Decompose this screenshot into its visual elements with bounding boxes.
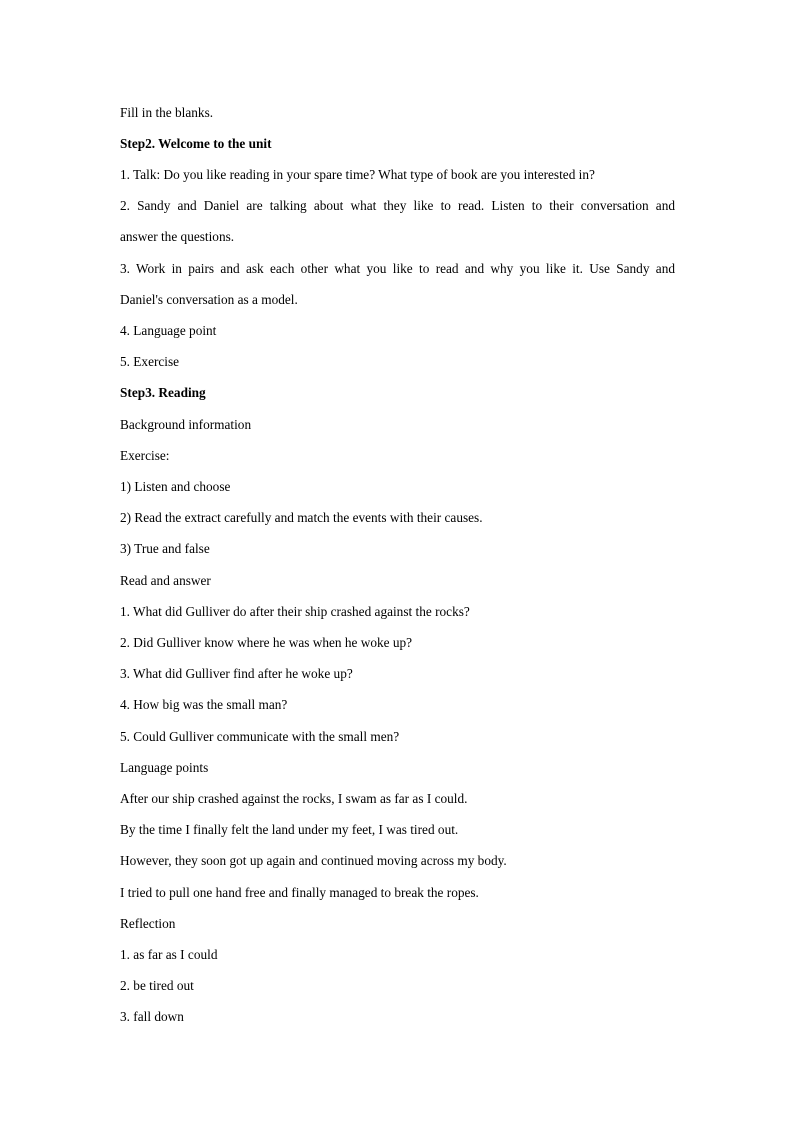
instruction-text: Fill in the blanks. [120,105,214,120]
question-1: 1. What did Gulliver do after their ship crashed against the rocks? [120,604,470,619]
step2-item-5: 5. Exercise [120,354,180,369]
language-point-3: However, they soon got up again and continued moving across my body. [120,853,507,868]
language-point-2: By the time I finally felt the land under my feet, I was tired out. [120,822,459,837]
step2-item-1: 1. Talk: Do you like reading in your spare time? What type of book are you interested in? [120,167,595,182]
reflection-item-1: 1. as far as I could [120,947,218,962]
step2-item-2-line-2: answer the questions. [120,229,235,244]
question-5: 5. Could Gulliver communicate with the small men? [120,729,400,744]
exercise-item-3: 3) True and false [120,541,210,556]
read-and-answer-label: Read and answer [120,573,211,588]
step2-item-2-line-1: 2. Sandy and Daniel are talking about what they like to read. Listen to their conversation and [120,198,675,213]
step2-item-3-line-1: 3. Work in pairs and ask each other what you like to read and why you like it. Use Sandy and [120,261,675,276]
question-3: 3. What did Gulliver find after he woke up? [120,666,353,681]
exercise-label: Exercise: [120,448,170,463]
exercise-item-1: 1) Listen and choose [120,479,231,494]
step2-item-4: 4. Language point [120,323,217,338]
reflection-label: Reflection [120,916,176,931]
step2-item-3-line-2: Daniel's conversation as a model. [120,292,298,307]
question-4: 4. How big was the small man? [120,697,288,712]
background-information: Background information [120,417,252,432]
exercise-item-2: 2) Read the extract carefully and match the events with their causes. [120,510,483,525]
step3-heading: Step3. Reading [120,385,206,400]
step2-heading: Step2. Welcome to the unit [120,136,272,151]
reflection-item-2: 2. be tired out [120,978,194,993]
language-points-label: Language points [120,760,209,775]
language-point-1: After our ship crashed against the rocks, I swam as far as I could. [120,791,468,806]
question-2: 2. Did Gulliver know where he was when he woke up? [120,635,413,650]
language-point-4: I tried to pull one hand free and finally managed to break the ropes. [120,885,479,900]
reflection-item-3: 3. fall down [120,1009,184,1024]
